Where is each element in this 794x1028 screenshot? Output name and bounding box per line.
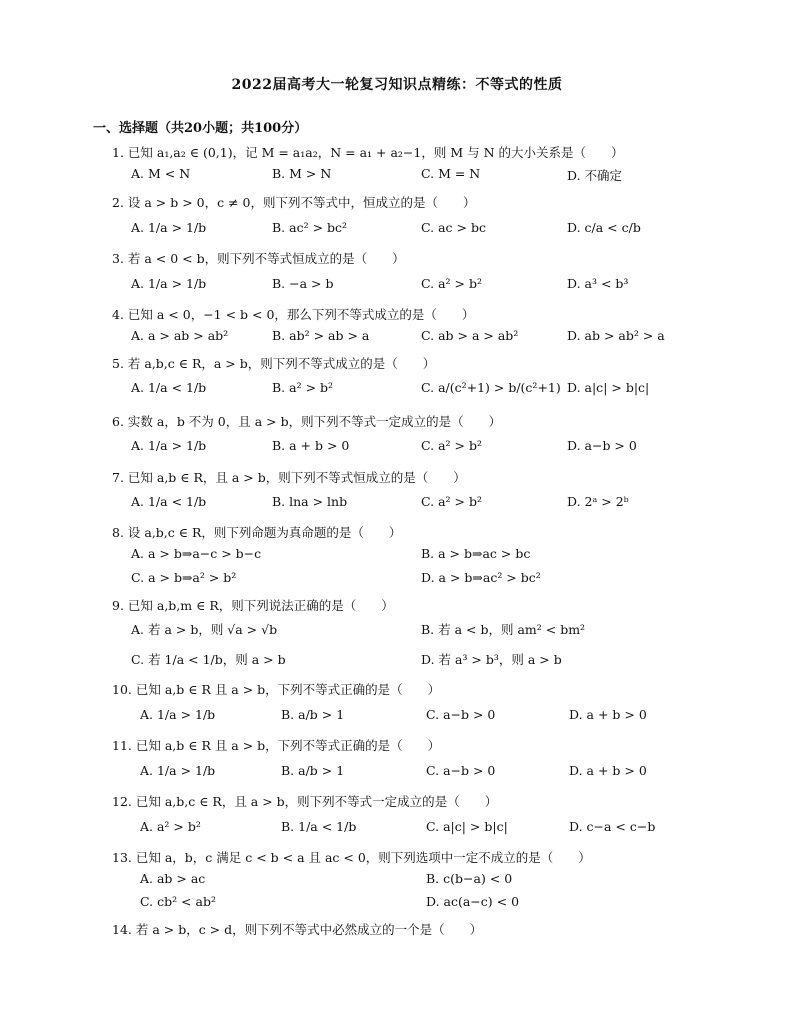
question-13-option-a: A. ab > ac (140, 871, 206, 886)
question-6-stem: 6. 实数 a，b 不为 0，且 a > b，则下列不等式一定成立的是（ ） (112, 414, 502, 429)
question-9-option-a: A. 若 a > b，则 √a > √b (131, 622, 278, 637)
question-12-option-c: C. a|c| > b|c| (426, 819, 508, 834)
question-11-option-c: C. a−b > 0 (426, 763, 496, 778)
question-13-option-b: B. c(b−a) < 0 (426, 871, 513, 886)
question-7-option-d: D. 2ᵃ > 2ᵇ (567, 494, 629, 509)
question-6-option-c: C. a² > b² (421, 438, 482, 453)
question-7-option-b: B. lna > lnb (272, 494, 348, 509)
question-2-option-c: C. ac > bc (421, 220, 486, 235)
question-13-stem: 13. 已知 a，b，c 满足 c < b < a 且 ac < 0，则下列选项中一定不成立的是（ ） (112, 850, 591, 865)
question-9-option-b: B. 若 a < b，则 am² < bm² (421, 622, 586, 637)
question-10-option-b: B. a/b > 1 (281, 707, 345, 722)
question-3-option-b: B. −a > b (272, 276, 334, 291)
question-13-option-d: D. ac(a−c) < 0 (426, 894, 520, 909)
question-8-option-d: D. a > b⇒ac² > bc² (421, 570, 541, 585)
question-4-option-d: D. ab > ab² > a (567, 328, 665, 343)
question-2-option-d: D. c/a < c/b (567, 220, 641, 235)
question-8-stem: 8. 设 a,b,c ∈ R，则下列命题为真命题的是（ ） (112, 525, 402, 540)
question-1-option-a: A. M < N (131, 166, 191, 181)
question-10-option-d: D. a + b > 0 (569, 707, 647, 722)
question-3-stem: 3. 若 a < 0 < b，则下列不等式恒成立的是（ ） (112, 251, 405, 266)
question-3-option-d: D. a³ < b³ (567, 276, 629, 291)
question-1-option-b: B. M > N (272, 166, 332, 181)
question-11-option-d: D. a + b > 0 (569, 763, 647, 778)
question-12-option-d: D. c−a < c−b (569, 819, 656, 834)
question-8-option-b: B. a > b⇒ac > bc (421, 546, 531, 561)
question-9-stem: 9. 已知 a,b,m ∈ R，则下列说法正确的是（ ） (112, 598, 394, 613)
question-5-option-c: C. a/(c²+1) > b/(c²+1) (421, 380, 561, 395)
question-6-option-a: A. 1/a > 1/b (131, 438, 207, 453)
page-title: 2022届高考大一轮复习知识点精练：不等式的性质 (231, 77, 563, 93)
question-11-option-a: A. 1/a > 1/b (140, 763, 216, 778)
question-10-option-c: C. a−b > 0 (426, 707, 496, 722)
question-1-stem: 1. 已知 a₁,a₂ ∈ (0,1)，记 M = a₁a₂，N = a₁ + a₂−1，则 M 与 N 的大小关系是（ ） (112, 145, 624, 160)
question-7-option-a: A. 1/a < 1/b (131, 494, 207, 509)
question-11-stem: 11. 已知 a,b ∈ R 且 a > b，下列不等式正确的是（ ） (112, 738, 441, 753)
question-7-option-c: C. a² > b² (421, 494, 482, 509)
question-14-stem: 14. 若 a > b，c > d，则下列不等式中必然成立的一个是（ ） (112, 922, 483, 937)
question-4-option-b: B. ab² > ab > a (272, 328, 370, 343)
section-heading: 一、选择题（共20小题；共100分） (93, 121, 308, 136)
question-1-option-c: C. M = N (421, 166, 481, 181)
question-8-option-c: C. a > b⇒a² > b² (131, 570, 237, 585)
question-3-option-a: A. 1/a > 1/b (131, 276, 207, 291)
question-5-option-d: D. a|c| > b|c| (567, 380, 650, 395)
question-4-option-c: C. ab > a > ab² (421, 328, 519, 343)
question-13-option-c: C. cb² < ab² (140, 894, 216, 909)
question-6-option-d: D. a−b > 0 (567, 438, 637, 453)
question-11-option-b: B. a/b > 1 (281, 763, 345, 778)
question-12-option-a: A. a² > b² (140, 819, 201, 834)
question-1-option-d: D. 不确定 (567, 168, 623, 183)
question-5-option-b: B. a² > b² (272, 380, 334, 395)
question-9-option-c: C. 若 1/a < 1/b，则 a > b (131, 652, 286, 667)
question-7-stem: 7. 已知 a,b ∈ R，且 a > b，则下列不等式恒成立的是（ ） (112, 470, 466, 485)
question-4-stem: 4. 已知 a < 0，−1 < b < 0，那么下列不等式成立的是（ ） (112, 307, 475, 322)
question-2-option-a: A. 1/a > 1/b (131, 220, 207, 235)
question-8-option-a: A. a > b⇒a−c > b−c (131, 546, 262, 561)
question-2-stem: 2. 设 a > b > 0，c ≠ 0，则下列不等式中，恒成立的是（ ） (112, 195, 476, 210)
question-10-option-a: A. 1/a > 1/b (140, 707, 216, 722)
question-4-option-a: A. a > ab > ab² (131, 328, 229, 343)
question-5-option-a: A. 1/a < 1/b (131, 380, 207, 395)
question-3-option-c: C. a² > b² (421, 276, 482, 291)
question-9-option-d: D. 若 a³ > b³，则 a > b (421, 652, 562, 667)
question-12-stem: 12. 已知 a,b,c ∈ R，且 a > b，则下列不等式一定成立的是（ ） (112, 794, 498, 809)
question-6-option-b: B. a + b > 0 (272, 438, 350, 453)
question-12-option-b: B. 1/a < 1/b (281, 819, 357, 834)
question-2-option-b: B. ac² > bc² (272, 220, 348, 235)
question-10-stem: 10. 已知 a,b ∈ R 且 a > b，下列不等式正确的是（ ） (112, 682, 441, 697)
question-5-stem: 5. 若 a,b,c ∈ R，a > b，则下列不等式成立的是（ ） (112, 356, 436, 371)
